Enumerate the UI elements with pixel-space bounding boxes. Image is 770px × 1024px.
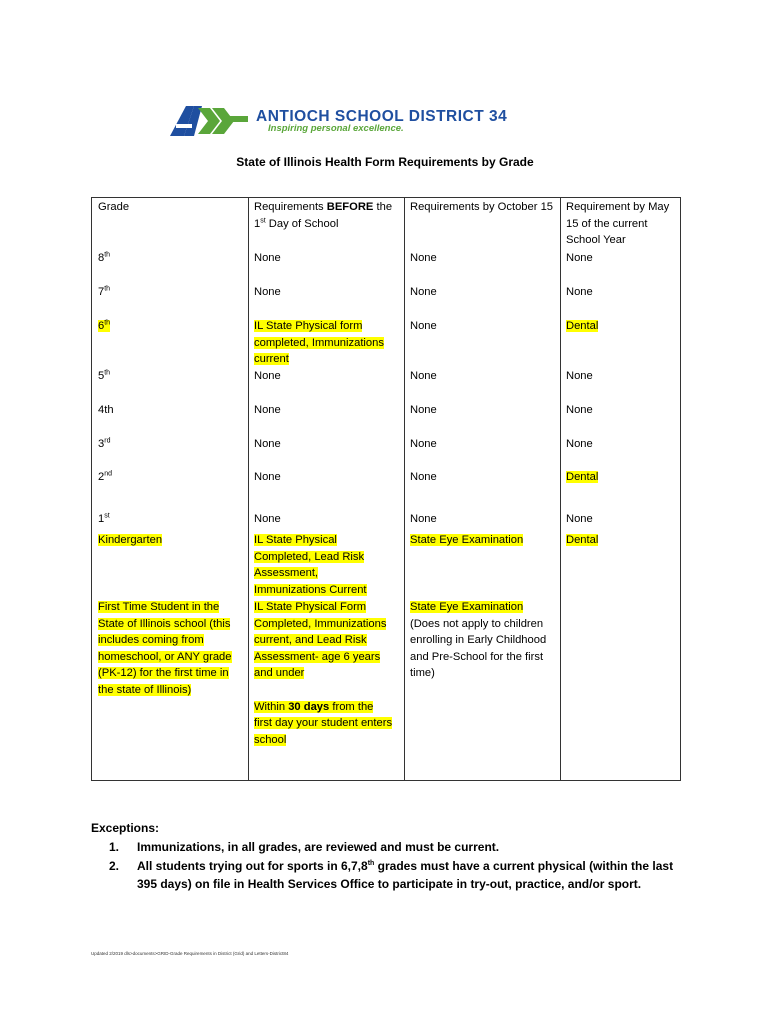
column-divider (560, 197, 561, 781)
grade-cell: First Time Student in the State of Illinois school (this includes coming from homeschool, or ANY grade (PK-12) for the first time in the state of Illinois) (98, 601, 232, 696)
may-cell: None (566, 438, 593, 450)
october-cell: State Eye Examination (410, 534, 524, 546)
october-cell: State Eye Examination (Does not apply to children enrolling in Early Childhood and Pre-School for the first time) (410, 601, 547, 679)
exceptions-heading: Exceptions: (91, 821, 160, 835)
october-cell: None (410, 438, 437, 450)
district-logo (170, 104, 610, 140)
header-before-first-day: Requirements BEFORE the 1st Day of School (254, 201, 393, 230)
before-cell: None (254, 438, 281, 450)
may-cell: None (566, 513, 593, 525)
before-cell: None (254, 252, 281, 264)
october-cell: None (410, 286, 437, 298)
grade-cell: 3rd (98, 437, 111, 450)
district-name: ANTIOCH SCHOOL DISTRICT 34 (256, 108, 508, 125)
list-item: 1. Immunizations, in all grades, are reviewed and must be current. (109, 840, 500, 854)
october-cell: None (410, 471, 437, 483)
october-cell: None (410, 404, 437, 416)
october-cell: None (410, 370, 437, 382)
document-title: State of Illinois Health Form Requirements by Grade (236, 155, 534, 169)
before-cell: IL State Physical Completed, Lead Risk Assessment, Immunizations Current (254, 534, 367, 596)
column-divider (248, 197, 249, 781)
before-cell: IL State Physical form completed, Immunizations current (254, 320, 384, 365)
october-cell: None (410, 320, 437, 332)
october-cell: None (410, 513, 437, 525)
exceptions-list (109, 838, 679, 894)
may-cell: Dental (566, 320, 599, 332)
before-cell: None (254, 370, 281, 382)
may-cell: None (566, 252, 593, 264)
grade-cell: 7th (98, 285, 111, 298)
may-cell: Dental (566, 471, 599, 483)
before-cell: None (254, 513, 281, 525)
before-cell: None (254, 286, 281, 298)
may-cell: None (566, 286, 593, 298)
list-item: 2. All students trying out for sports in 6,7,8th grades must have a current physical (within the last 395 days) on file in Health Services Office to participate in try-out, practice, and/or sport. (109, 858, 674, 891)
october-cell: None (410, 252, 437, 264)
district-tagline: Inspiring personal excellence. (268, 123, 404, 134)
footer-note: Updated 2/2019 dls>documents>GRID-Grade Requirements in District (Grid) and Letters-District84 (91, 951, 289, 956)
grade-cell: 8th (98, 251, 111, 264)
grade-cell: 5th (98, 369, 111, 382)
header-by-october: Requirements by October 15 (410, 201, 554, 213)
before-cell: None (254, 471, 281, 483)
before-cell: None (254, 404, 281, 416)
grade-cell: Kindergarten (98, 534, 163, 546)
grade-cell: 2nd (98, 470, 113, 483)
grade-cell: 4th (98, 404, 114, 416)
before-cell: IL State Physical Form Completed, Immunizations current, and Lead Risk Assessment- age 6 years and under Within 30 days from the first day your student enters school (254, 601, 393, 746)
may-cell: Dental (566, 534, 599, 546)
grade-cell: 1st (98, 512, 110, 525)
column-divider (404, 197, 405, 781)
header-grade: Grade (98, 201, 130, 213)
may-cell: None (566, 370, 593, 382)
grade-cell: 6th (98, 319, 111, 332)
header-by-may: Requirement by May 15 of the current School Year (566, 201, 670, 246)
may-cell: None (566, 404, 593, 416)
district-logo-mark (170, 104, 250, 138)
